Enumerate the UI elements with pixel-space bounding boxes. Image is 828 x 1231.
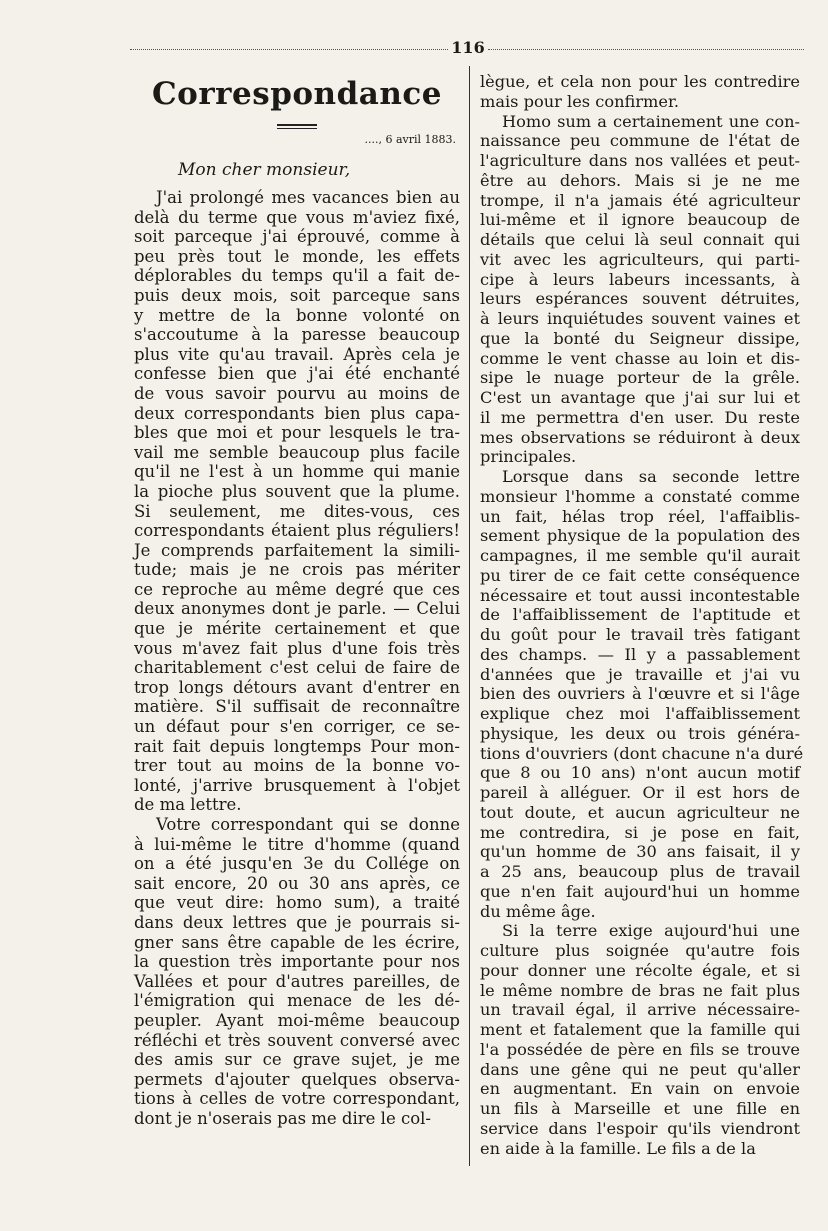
column-divider [469, 66, 470, 1166]
text-line: tions d'ouvriers (dont chacune n'a duré [480, 743, 804, 763]
text-line: sipe le nuage porteur de la grêle. [480, 368, 800, 388]
text-line: en augmentant. En vain on envoie [480, 1079, 800, 1099]
text-line: leurs espérances souvent détruites, [480, 289, 800, 309]
header-rule-left [130, 49, 448, 50]
paragraph [480, 467, 804, 921]
text-line: C'est un avantage que j'ai sur lui et [480, 388, 800, 407]
text-line: pu tirer de ce fait cette conséquence [480, 565, 800, 585]
text-line: un travail égal, il arrive nécessaire- [480, 1000, 800, 1020]
text-line: dans deux lettres que je pourrais si- [134, 912, 460, 932]
text-line: ce reproche au même degré que ces [134, 579, 460, 599]
text-line: à leurs inquiétudes souvent vaines et [480, 309, 800, 328]
text-line: que n'en fait aujourd'hui un homme [480, 881, 800, 901]
text-line: naissance peu commune de l'état de [480, 131, 800, 151]
text-line: la question très importante pour nos [134, 952, 460, 972]
text-line: il me permettra d'en user. Du reste [480, 407, 800, 427]
text-line: de l'affaiblissement de l'aptitude et [480, 605, 800, 625]
right-column [480, 72, 804, 1158]
text-line: plus vite qu'au travail. Après cela je [134, 344, 460, 364]
text-line: soit parceque j'ai éprouvé, comme à [134, 227, 460, 247]
text-line: deux anonymes dont je parle. — Celui [134, 599, 460, 619]
text-line: vous m'avez fait plus d'une fois très [134, 638, 460, 658]
text-line: vit avec les agriculteurs, qui parti- [480, 249, 800, 269]
text-line: de ma lettre. [134, 795, 242, 815]
text-line: Vallées et pour d'autres pareilles, de [134, 971, 460, 991]
text-line: lui-même et il ignore beaucoup de [480, 210, 800, 230]
text-line: l'émigration qui menace de les dé- [134, 991, 460, 1011]
text-line: peupler. Ayant moi-même beaucoup [134, 1010, 460, 1030]
text-line: un défaut pour s'en corriger, ce se- [134, 717, 460, 737]
text-line: que 8 ou 10 ans) n'ont aucun motif [480, 763, 800, 783]
text-line: trop longs détours avant d'entrer en [134, 677, 460, 697]
text-line: deux correspondants bien plus capa- [134, 403, 460, 423]
text-line: Si seulement, me dites-vous, ces [134, 501, 460, 521]
text-line: tude; mais je ne crois pas mériter [134, 560, 460, 580]
text-line: correspondants étaient plus réguliers! [134, 521, 460, 541]
text-line: lègue, et cela non pour les contredire [480, 72, 800, 91]
text-line: détails que celui là seul connait qui [480, 230, 800, 249]
text-line: être au dehors. Mais si je ne me [480, 170, 800, 190]
text-line: vail me semble beaucoup plus facile [134, 442, 460, 462]
paragraph [480, 72, 800, 112]
text-line: Je comprends parfaitement la simili- [134, 540, 460, 560]
text-line: pour donner une récolte égale, et si [480, 960, 800, 980]
text-line: J'ai prolongé mes vacances bien au [156, 188, 460, 207]
text-line: ment et fatalement que la famille qui [480, 1020, 800, 1039]
text-line: que la bonté du Seigneur dissipe, [480, 328, 800, 348]
text-line: puis deux mois, soit parceque sans [134, 285, 460, 305]
text-line: Lorsque dans sa seconde lettre [502, 467, 800, 486]
text-line: déplorables du temps qu'il a fait de- [134, 266, 460, 286]
text-line: mais pour les confirmer. [480, 91, 680, 111]
text-line: du même âge. [480, 901, 596, 921]
text-line: physique, les deux ou trois généra- [480, 723, 800, 743]
text-line: bien des ouvriers à l'œuvre et si l'âge [480, 684, 800, 704]
text-line: bles que moi et pour lesquels le tra- [134, 423, 460, 443]
text-line: y mettre de la bonne volonté on [134, 305, 460, 325]
text-line: lonté, j'arrive brusquement à l'objet [134, 775, 460, 795]
text-line: qu'il ne l'est à un homme qui manie [134, 462, 460, 482]
text-line: service dans l'espoir qu'ils viendront [480, 1118, 800, 1138]
text-line: cipe à leurs labeurs incessants, à [480, 269, 800, 289]
section-title: Correspondance [152, 76, 442, 112]
dateline: ...., 6 avril 1883. [364, 133, 456, 146]
text-line: trer tout au moins de la bonne vo- [134, 756, 460, 776]
text-line: principales. [480, 447, 577, 467]
text-line: l'agriculture dans nos vallées et peut- [480, 151, 800, 170]
paragraph [480, 921, 800, 1158]
text-line: Homo sum a certainement une con- [502, 111, 800, 131]
text-line: culture plus soignée qu'autre fois [480, 941, 800, 960]
text-line: peu près tout le monde, les effets [134, 246, 460, 266]
text-line: s'accoutume à la paresse beaucoup [134, 325, 460, 345]
header-rule-right [488, 49, 804, 50]
text-line: réfléchi et très souvent conversé avec [134, 1030, 460, 1050]
text-line: le même nombre de bras ne fait plus [480, 980, 800, 1000]
text-line: d'années que je travaille et j'ai vu [480, 664, 800, 684]
text-line: campagnes, il me semble qu'il aurait [480, 546, 800, 565]
text-line: pareil à alléguer. Or il est hors de [480, 783, 800, 802]
text-line: de vous savoir pourvu au moins de [134, 383, 460, 403]
text-line: des champs. — Il y a passablement [480, 644, 800, 664]
text-line: tout doute, et aucun agriculteur ne [480, 802, 800, 822]
text-line: la pioche plus souvent que la plume. [134, 481, 460, 501]
text-line: que je mérite certainement et que [134, 619, 460, 639]
text-line: rait fait depuis longtemps Pour mon- [134, 736, 460, 756]
text-line: sait encore, 20 ou 30 ans après, ce [134, 873, 460, 893]
paragraph [134, 188, 460, 815]
salutation: Mon cher monsieur, [178, 160, 351, 180]
text-line: me contredira, si je pose en fait, [480, 822, 800, 842]
text-line: dans une gêne qui ne peut qu'aller [480, 1059, 800, 1079]
text-line: un fait, hélas trop réel, l'affaiblis- [480, 506, 800, 526]
paragraph [134, 815, 460, 1129]
text-line: mes observations se réduiront à deux [480, 427, 800, 447]
title-ornament [277, 124, 317, 129]
text-line: charitablement c'est celui de faire de [134, 658, 460, 678]
text-line: delà du terme que vous m'aviez fixé, [134, 207, 460, 227]
text-line: sement physique de la population des [480, 526, 800, 546]
text-line: tions à celles de votre correspondant, [134, 1089, 460, 1109]
text-line: l'a possédée de père en fils se trouve [480, 1039, 800, 1059]
text-line: Si la terre exige aujourd'hui une [502, 921, 800, 941]
text-line: matière. S'il suffisait de reconnaître [134, 697, 460, 717]
text-line: un fils à Marseille et une fille en [480, 1099, 800, 1118]
text-line: confesse bien que j'ai été enchanté [134, 364, 460, 384]
page-number: 116 [451, 38, 485, 57]
text-line: à lui-même le titre d'homme (quand [134, 834, 460, 854]
text-line: monsieur l'homme a constaté comme [480, 486, 800, 506]
text-line: qu'un homme de 30 ans faisait, il y [480, 842, 800, 862]
paragraph [480, 112, 800, 468]
text-line: nécessaire et tout aussi incontestable [480, 585, 800, 605]
text-line: des amis sur ce grave sujet, je me [134, 1050, 460, 1070]
left-column [134, 72, 460, 1129]
text-line: on a été jusqu'en 3e du Collége on [134, 854, 460, 874]
text-line: du goût pour le travail très fatigant [480, 625, 800, 644]
text-line: dont je n'oserais pas me dire le col- [134, 1108, 431, 1128]
text-line: explique chez moi l'affaiblissement [480, 704, 800, 723]
text-line: a 25 ans, beaucoup plus de travail [480, 862, 800, 881]
text-line: gner sans être capable de les écrire, [134, 932, 460, 952]
text-line: permets d'ajouter quelques observa- [134, 1069, 460, 1089]
text-line: Votre correspondant qui se donne [156, 815, 460, 834]
text-line: comme le vent chasse au loin et dis- [480, 348, 800, 368]
text-line: que veut dire: homo sum), a traité [134, 893, 460, 913]
text-line: trompe, il n'a jamais été agriculteur [480, 190, 800, 210]
right-column-body [480, 72, 804, 1158]
text-line: en aide à la famille. Le fils a de la [480, 1138, 756, 1158]
left-column-body [134, 188, 460, 1129]
